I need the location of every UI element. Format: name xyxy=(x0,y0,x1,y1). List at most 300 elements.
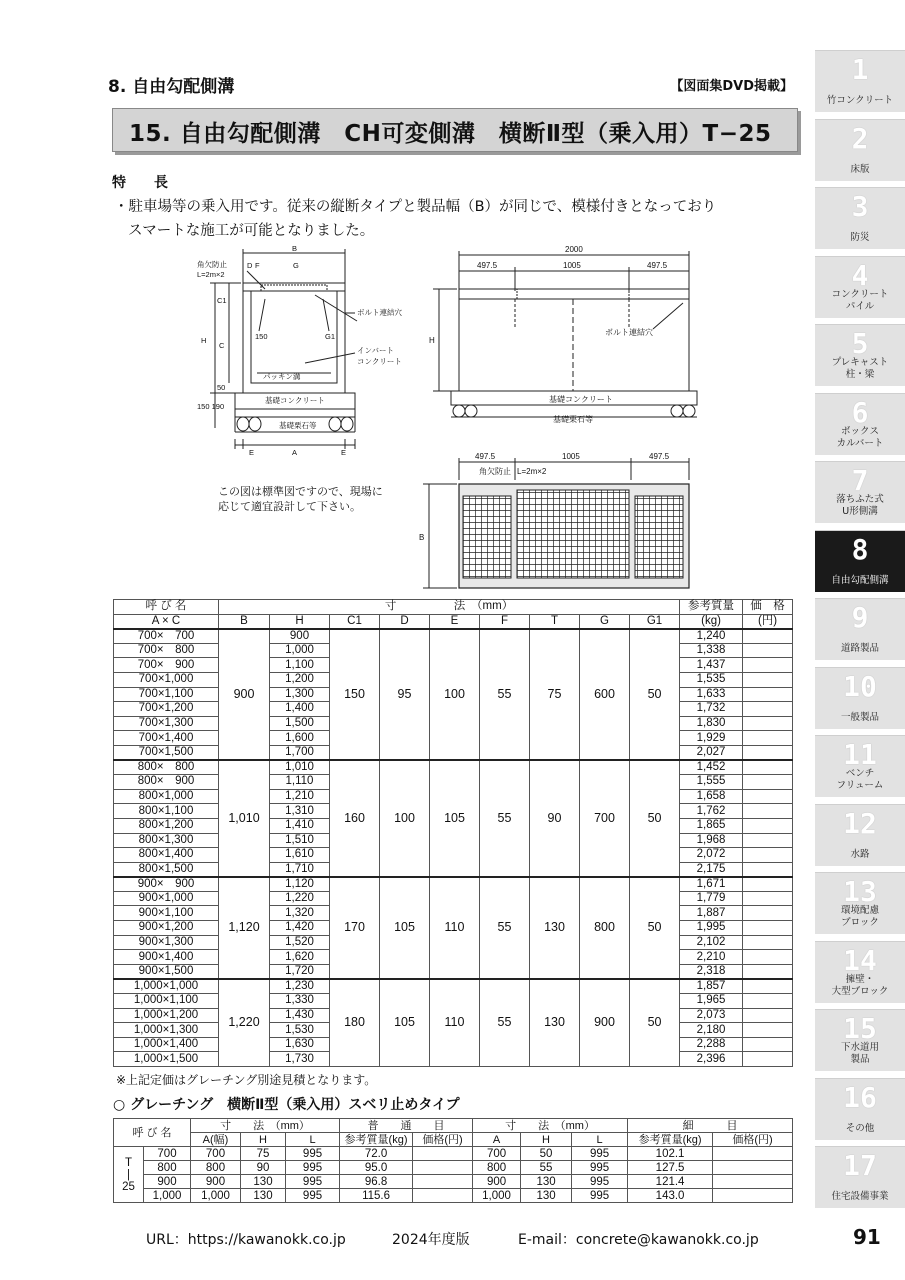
grating-heading: ○ グレーチング 横断Ⅱ型（乗入用）スベリ止めタイプ xyxy=(113,1097,460,1113)
weight-cell: 1,338 xyxy=(680,643,743,658)
weight-cell: 1,658 xyxy=(680,789,743,804)
e-cell: 105 xyxy=(430,760,480,877)
price-cell xyxy=(743,848,793,863)
e-cell: 110 xyxy=(430,979,480,1067)
d-cell: 105 xyxy=(380,979,430,1067)
features-text xyxy=(114,195,804,243)
g-l2-cell: 995 xyxy=(572,1189,628,1203)
header-name: 呼 び 名 xyxy=(114,600,219,615)
g-header-hoso: 細 目 xyxy=(628,1119,793,1133)
weight-cell: 1,732 xyxy=(680,702,743,717)
price-cell xyxy=(743,658,793,673)
dim-h-side: H xyxy=(429,336,435,345)
d-cell: 95 xyxy=(380,629,430,760)
dim-g1: G1 xyxy=(325,332,336,341)
side-view-drawing xyxy=(425,243,705,433)
tab-label: 一般製品 xyxy=(840,711,879,723)
tab-label: 落ちふた式 U形側溝 xyxy=(836,494,884,517)
chapter-tab-10[interactable] xyxy=(815,667,905,729)
g1-cell: 50 xyxy=(630,877,680,979)
g-price-1-cell xyxy=(413,1161,473,1175)
tab-number: 17 xyxy=(843,1149,877,1182)
size-cell: 1,000×1,000 xyxy=(114,979,219,994)
chapter-tab-17[interactable] xyxy=(815,1146,905,1208)
g-col-l2: L xyxy=(572,1133,628,1147)
c1-cell: 170 xyxy=(330,877,380,979)
d-cell: 105 xyxy=(380,877,430,979)
g-l-cell: 995 xyxy=(286,1175,340,1189)
h-cell: 1,330 xyxy=(270,994,330,1009)
header-price: 価 格 xyxy=(743,600,793,615)
weight-cell: 1,995 xyxy=(680,921,743,936)
tab-label: 擁壁・ 大型ブロック xyxy=(831,973,889,997)
weight-cell: 1,865 xyxy=(680,818,743,833)
label-invert-1: インバート xyxy=(357,346,394,355)
label-kakukake-plan: 角欠防止 xyxy=(479,467,511,476)
g1-cell: 50 xyxy=(630,629,680,760)
b-cell: 1,120 xyxy=(219,877,270,979)
f-cell: 55 xyxy=(480,760,530,877)
price-cell xyxy=(743,862,793,877)
h-cell: 1,430 xyxy=(270,1008,330,1023)
table-row xyxy=(114,629,793,644)
chapter-tab-2[interactable] xyxy=(815,119,905,181)
h-cell: 1,730 xyxy=(270,1052,330,1067)
h-cell: 1,230 xyxy=(270,979,330,994)
dim-1005-plan: 1005 xyxy=(562,452,580,461)
price-cell xyxy=(743,935,793,950)
g-weight-1-cell: 96.8 xyxy=(340,1175,413,1189)
g1-cell: 50 xyxy=(630,760,680,877)
g-header-name: 呼 び 名 xyxy=(114,1119,191,1147)
tab-number: 10 xyxy=(843,669,877,703)
g-h-cell: 75 xyxy=(241,1147,286,1161)
size-cell: 700× 900 xyxy=(114,658,219,673)
g-h-cell: 90 xyxy=(241,1161,286,1175)
h-cell: 1,110 xyxy=(270,775,330,790)
col-e: E xyxy=(430,614,480,629)
tab-label: 水路 xyxy=(850,848,870,860)
weight-cell: 2,175 xyxy=(680,862,743,877)
price-cell xyxy=(743,877,793,892)
table-row xyxy=(114,877,793,892)
g-l-cell: 995 xyxy=(286,1161,340,1175)
footer-url[interactable]: URL：https://kawanokk.co.jp xyxy=(146,1232,346,1248)
weight-cell: 2,027 xyxy=(680,745,743,760)
price-cell xyxy=(743,891,793,906)
price-cell xyxy=(743,1023,793,1038)
h-cell: 1,420 xyxy=(270,921,330,936)
t-cell: 75 xyxy=(530,629,580,760)
h-cell: 1,200 xyxy=(270,672,330,687)
weight-cell: 1,968 xyxy=(680,833,743,848)
g-l-cell: 995 xyxy=(286,1189,340,1203)
chapter-tab-1[interactable] xyxy=(815,50,905,112)
g-price-1-cell xyxy=(413,1175,473,1189)
table-row xyxy=(114,1161,793,1175)
chapter-tab-5[interactable] xyxy=(815,324,905,386)
g-name-cell: 800 xyxy=(144,1161,191,1175)
tab-label: 竹コンクリート xyxy=(826,95,894,106)
price-cell xyxy=(743,818,793,833)
g-weight-2-cell: 102.1 xyxy=(628,1147,713,1161)
header-kg: (kg) xyxy=(680,614,743,629)
weight-cell: 1,633 xyxy=(680,687,743,702)
page-title: 15. 自由勾配側溝 CH可変側溝 横断Ⅱ型（乗入用）T−25 xyxy=(129,121,772,147)
g-l2-cell: 995 xyxy=(572,1161,628,1175)
price-cell xyxy=(743,979,793,994)
size-cell: 800×1,400 xyxy=(114,848,219,863)
chapter-tab-7[interactable] xyxy=(815,461,905,523)
h-cell: 1,630 xyxy=(270,1037,330,1052)
size-cell: 900×1,500 xyxy=(114,964,219,979)
size-cell: 700×1,500 xyxy=(114,745,219,760)
price-cell xyxy=(743,702,793,717)
tab-label: 防災 xyxy=(850,232,870,243)
g-cell: 600 xyxy=(580,629,630,760)
col-g1: G1 xyxy=(630,614,680,629)
weight-cell: 1,535 xyxy=(680,672,743,687)
table-row xyxy=(114,1175,793,1189)
price-cell xyxy=(743,629,793,644)
size-cell: 800× 900 xyxy=(114,775,219,790)
weight-cell: 2,073 xyxy=(680,1008,743,1023)
col-b: B xyxy=(219,614,270,629)
g-price-2-cell xyxy=(713,1175,793,1189)
features-heading: 特 長 xyxy=(112,175,168,191)
h-cell: 1,400 xyxy=(270,702,330,717)
h-cell: 1,600 xyxy=(270,731,330,746)
dim-a: A xyxy=(292,448,298,457)
chapter-tab-16[interactable] xyxy=(815,1078,905,1140)
dim-150: 150 xyxy=(255,332,268,341)
g-price-1-cell xyxy=(413,1147,473,1161)
size-cell: 900×1,400 xyxy=(114,950,219,965)
size-cell: 1,000×1,200 xyxy=(114,1008,219,1023)
dim-1005: 1005 xyxy=(563,261,581,270)
g-header-dims-1: 寸 法 （mm） xyxy=(191,1119,340,1133)
tab-number: 7 xyxy=(851,464,869,497)
tab-label: 床版 xyxy=(850,163,870,175)
dim-b: B xyxy=(292,244,298,253)
cross-section-drawing xyxy=(195,243,425,458)
g-name-cell: 900 xyxy=(144,1175,191,1189)
g-h2-cell: 55 xyxy=(521,1161,572,1175)
g-a2-cell: 900 xyxy=(473,1175,521,1189)
g-weight-2-cell: 121.4 xyxy=(628,1175,713,1189)
table-row xyxy=(114,760,793,775)
weight-cell: 1,762 xyxy=(680,804,743,819)
g-h2-cell: 50 xyxy=(521,1147,572,1161)
label-bolt: ボルト連結穴 xyxy=(357,308,402,317)
dim-h: H xyxy=(201,336,207,345)
g-h2-cell: 130 xyxy=(521,1175,572,1189)
dim-g: G xyxy=(293,261,299,270)
g-a-cell: 1,000 xyxy=(191,1189,241,1203)
dim-497-right: 497.5 xyxy=(647,261,668,270)
h-cell: 900 xyxy=(270,629,330,644)
weight-cell: 1,965 xyxy=(680,994,743,1009)
footer-email[interactable]: E-mail：concrete@kawanokk.co.jp xyxy=(518,1232,759,1248)
dim-c: C xyxy=(219,341,225,350)
table-row xyxy=(114,1189,793,1203)
col-c1: C1 xyxy=(330,614,380,629)
g-a2-cell: 1,000 xyxy=(473,1189,521,1203)
h-cell: 1,210 xyxy=(270,789,330,804)
note-line-2: 応じて適宜設計して下さい。 xyxy=(218,500,361,513)
g-h-cell: 130 xyxy=(241,1189,286,1203)
dim-e-right: E xyxy=(341,448,347,457)
price-cell xyxy=(743,1052,793,1067)
size-cell: 800×1,500 xyxy=(114,862,219,877)
g-price-2-cell xyxy=(713,1189,793,1203)
g-a2-cell: 700 xyxy=(473,1147,521,1161)
h-cell: 1,530 xyxy=(270,1023,330,1038)
weight-cell: 2,180 xyxy=(680,1023,743,1038)
g-cell: 700 xyxy=(580,760,630,877)
g-a-cell: 900 xyxy=(191,1175,241,1189)
g-l2-cell: 995 xyxy=(572,1175,628,1189)
label-packing: パッキン溝 xyxy=(263,372,301,381)
tab-number: 2 xyxy=(851,121,869,155)
g-col-price-1: 価格(円) xyxy=(413,1133,473,1147)
header-yen: (円) xyxy=(743,614,793,629)
t-cell: 130 xyxy=(530,979,580,1067)
g-cell: 900 xyxy=(580,979,630,1067)
weight-cell: 1,929 xyxy=(680,731,743,746)
b-cell: 1,220 xyxy=(219,979,270,1067)
price-cell xyxy=(743,804,793,819)
h-cell: 1,510 xyxy=(270,833,330,848)
h-cell: 1,410 xyxy=(270,818,330,833)
g-name-cell: 1,000 xyxy=(144,1189,191,1203)
col-h: H xyxy=(270,614,330,629)
g-l2-cell: 995 xyxy=(572,1147,628,1161)
g-weight-1-cell: 115.6 xyxy=(340,1189,413,1203)
tab-number: 3 xyxy=(851,190,869,223)
size-cell: 800×1,200 xyxy=(114,818,219,833)
dim-50: 50 xyxy=(217,383,226,392)
g-price-2-cell xyxy=(713,1161,793,1175)
c1-cell: 160 xyxy=(330,760,380,877)
size-cell: 900×1,000 xyxy=(114,891,219,906)
dim-150-190: 150 190 xyxy=(197,402,225,411)
tab-number: 12 xyxy=(843,806,877,840)
chapter-tab-8[interactable] xyxy=(815,530,905,592)
h-cell: 1,710 xyxy=(270,862,330,877)
tab-number: 4 xyxy=(851,258,869,292)
features-line-2: スマートな施工が可能となりました。 xyxy=(128,223,375,239)
weight-cell: 2,102 xyxy=(680,935,743,950)
dim-e-left: E xyxy=(249,448,255,457)
grating-table xyxy=(113,1118,793,1203)
size-cell: 700×1,200 xyxy=(114,702,219,717)
tab-number: 1 xyxy=(851,53,869,86)
size-cell: 900×1,300 xyxy=(114,935,219,950)
price-cell xyxy=(743,1037,793,1052)
h-cell: 1,100 xyxy=(270,658,330,673)
h-cell: 1,720 xyxy=(270,964,330,979)
size-cell: 900× 900 xyxy=(114,877,219,892)
g-cell: 800 xyxy=(580,877,630,979)
g-price-1-cell xyxy=(413,1189,473,1203)
g-header-futsu: 普 通 目 xyxy=(340,1119,473,1133)
size-cell: 700× 800 xyxy=(114,643,219,658)
price-cell xyxy=(743,643,793,658)
price-cell xyxy=(743,745,793,760)
g-a-cell: 800 xyxy=(191,1161,241,1175)
h-cell: 1,300 xyxy=(270,687,330,702)
price-cell xyxy=(743,716,793,731)
table-row xyxy=(114,979,793,994)
g-name-cell: 700 xyxy=(144,1147,191,1161)
f-cell: 55 xyxy=(480,979,530,1067)
h-cell: 1,620 xyxy=(270,950,330,965)
price-cell xyxy=(743,672,793,687)
size-cell: 800× 800 xyxy=(114,760,219,775)
g-l-cell: 995 xyxy=(286,1147,340,1161)
weight-cell: 1,671 xyxy=(680,877,743,892)
chapter-tab-11[interactable] xyxy=(815,735,905,797)
price-cell xyxy=(743,731,793,746)
tab-number: 8 xyxy=(851,532,869,566)
t-cell: 90 xyxy=(530,760,580,877)
e-cell: 100 xyxy=(430,629,480,760)
tab-number: 11 xyxy=(843,738,877,771)
footer-year: 2024年度版 xyxy=(392,1232,470,1248)
chapter-tab-15[interactable] xyxy=(815,1009,905,1071)
weight-cell: 1,779 xyxy=(680,891,743,906)
g-h-cell: 130 xyxy=(241,1175,286,1189)
tab-label: その他 xyxy=(845,1122,875,1134)
g-col-a2: A xyxy=(473,1133,521,1147)
dim-b-plan: B xyxy=(419,533,425,542)
tab-label: プレキャスト 柱・梁 xyxy=(831,357,889,380)
weight-cell: 2,396 xyxy=(680,1052,743,1067)
size-cell: 1,000×1,300 xyxy=(114,1023,219,1038)
series-cell: T | 25 xyxy=(114,1147,144,1203)
col-t: T xyxy=(530,614,580,629)
size-cell: 700×1,000 xyxy=(114,672,219,687)
size-cell: 1,000×1,500 xyxy=(114,1052,219,1067)
spec-table xyxy=(113,599,793,1067)
g1-cell: 50 xyxy=(630,979,680,1067)
label-kakukake: 角欠防止 xyxy=(197,260,227,269)
dim-2000: 2000 xyxy=(565,245,583,254)
col-d: D xyxy=(380,614,430,629)
t-cell: 130 xyxy=(530,877,580,979)
tab-label: 道路製品 xyxy=(840,643,879,654)
chapter-tab-3[interactable] xyxy=(815,187,905,249)
g-weight-1-cell: 95.0 xyxy=(340,1161,413,1175)
size-cell: 1,000×1,100 xyxy=(114,994,219,1009)
price-remark: ※上記定価はグレーチング別途見積となります。 xyxy=(116,1073,377,1087)
g-h2-cell: 130 xyxy=(521,1189,572,1203)
tab-label: ベンチ フリューム xyxy=(836,768,884,791)
tab-label: 環境配慮 ブロック xyxy=(840,905,879,928)
dim-d: D xyxy=(247,261,253,270)
h-cell: 1,500 xyxy=(270,716,330,731)
tab-label: 住宅設備事業 xyxy=(831,1191,889,1202)
g-col-a: A(幅) xyxy=(191,1133,241,1147)
g-a-cell: 700 xyxy=(191,1147,241,1161)
weight-cell: 1,857 xyxy=(680,979,743,994)
label-base: 基礎コンクリート xyxy=(265,396,325,405)
chapter-tab-14[interactable] xyxy=(815,941,905,1003)
e-cell: 110 xyxy=(430,877,480,979)
g-price-2-cell xyxy=(713,1147,793,1161)
g-weight-1-cell: 72.0 xyxy=(340,1147,413,1161)
h-cell: 1,000 xyxy=(270,643,330,658)
header-dims: 寸 法 （mm） xyxy=(219,600,680,615)
chapter-tab-12[interactable] xyxy=(815,804,905,866)
label-l-plan: L=2m×2 xyxy=(517,467,547,476)
size-cell: 700×1,300 xyxy=(114,716,219,731)
size-cell: 1,000×1,400 xyxy=(114,1037,219,1052)
label-stone-side: 基礎栗石等 xyxy=(553,415,593,424)
size-cell: 700×1,100 xyxy=(114,687,219,702)
tab-label: コンクリート パイル xyxy=(831,288,889,312)
chapter-tab-13[interactable] xyxy=(815,872,905,934)
weight-cell: 1,452 xyxy=(680,760,743,775)
weight-cell: 1,555 xyxy=(680,775,743,790)
size-cell: 800×1,100 xyxy=(114,804,219,819)
chapter-tab-6[interactable] xyxy=(815,393,905,455)
chapter-tab-9[interactable] xyxy=(815,598,905,660)
chapter-tab-4[interactable] xyxy=(815,256,905,318)
tab-number: 6 xyxy=(851,395,869,429)
g-a2-cell: 800 xyxy=(473,1161,521,1175)
label-invert-2: コンクリート xyxy=(357,357,402,366)
size-cell: 800×1,300 xyxy=(114,833,219,848)
dvd-label: 【図面集DVD掲載】 xyxy=(670,79,793,94)
b-cell: 900 xyxy=(219,629,270,760)
tab-label: 自由勾配側溝 xyxy=(831,574,889,586)
g-col-h: H xyxy=(241,1133,286,1147)
price-cell xyxy=(743,833,793,848)
g-weight-2-cell: 127.5 xyxy=(628,1161,713,1175)
page-number: 91 xyxy=(853,1225,881,1249)
tab-number: 14 xyxy=(843,943,877,977)
price-cell xyxy=(743,906,793,921)
price-cell xyxy=(743,760,793,775)
price-cell xyxy=(743,775,793,790)
size-cell: 700×1,400 xyxy=(114,731,219,746)
tab-label: 下水道用 製品 xyxy=(840,1042,879,1065)
weight-cell: 1,240 xyxy=(680,629,743,644)
size-cell: 900×1,100 xyxy=(114,906,219,921)
b-cell: 1,010 xyxy=(219,760,270,877)
g-col-l: L xyxy=(286,1133,340,1147)
g-col-price-2: 価格(円) xyxy=(713,1133,793,1147)
label-l: L=2m×2 xyxy=(197,270,225,279)
size-cell: 900×1,200 xyxy=(114,921,219,936)
size-cell: 700× 700 xyxy=(114,629,219,644)
weight-cell: 2,288 xyxy=(680,1037,743,1052)
g-header-dims-2: 寸 法 （mm） xyxy=(473,1119,628,1133)
weight-cell: 2,318 xyxy=(680,964,743,979)
note-line-1: この図は標準図ですので、現場に xyxy=(218,485,383,498)
tab-number: 9 xyxy=(851,601,869,634)
weight-cell: 2,210 xyxy=(680,950,743,965)
table-row xyxy=(114,1147,793,1161)
header-weight: 参考質量 xyxy=(680,600,743,615)
g-col-h2: H xyxy=(521,1133,572,1147)
h-cell: 1,700 xyxy=(270,745,330,760)
col-g: G xyxy=(580,614,630,629)
price-cell xyxy=(743,921,793,936)
label-bolt-side: ボルト連結穴 xyxy=(605,328,653,337)
